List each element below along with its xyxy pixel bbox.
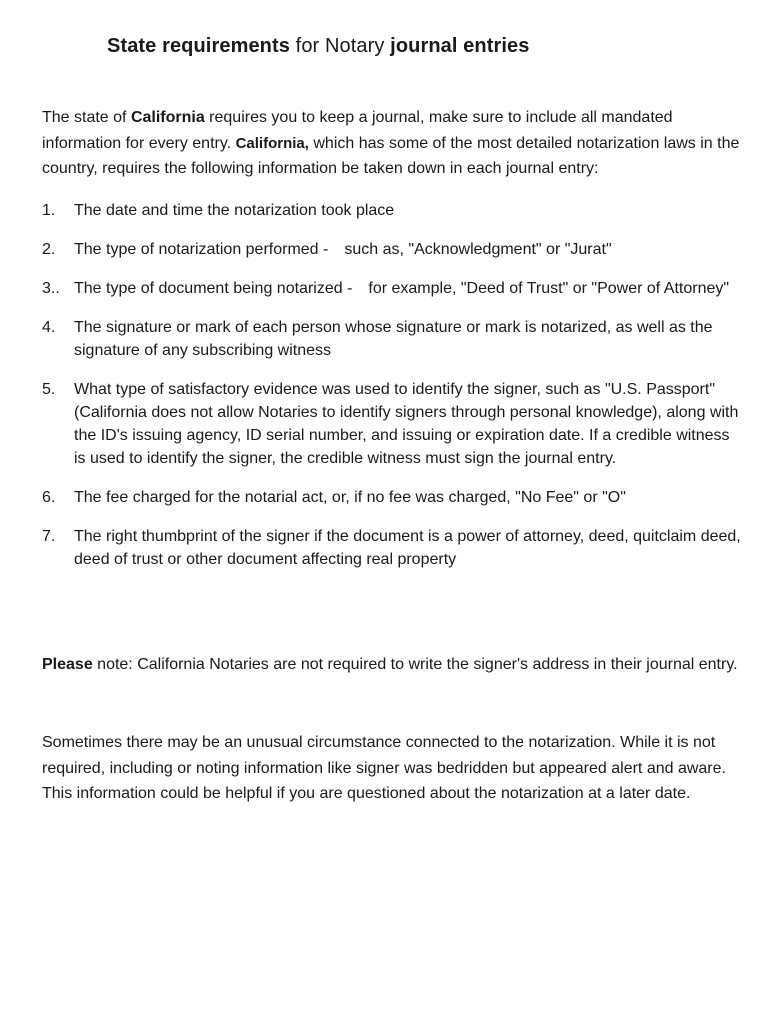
list-item-text: The signature or mark of each person whose signature or mark is notarized, as well as the signature of any subscribing witness [74, 319, 713, 359]
intro-text-1: The state of [42, 109, 131, 126]
list-item-text: The type of notarization performed - [74, 241, 329, 258]
list-item-number: 7. [42, 528, 56, 545]
list-item [42, 316, 742, 362]
list-item-number: 4. [42, 319, 56, 336]
list-item [42, 238, 742, 261]
note-paragraph [42, 652, 752, 678]
page-title [107, 35, 529, 58]
list-item [42, 378, 742, 470]
list-item [42, 199, 742, 222]
list-item-text: The right thumbprint of the signer if the document is a power of attorney, deed, quitclaim deed, deed of trust or other document affecting real property [74, 528, 741, 568]
list-item [42, 525, 742, 571]
intro-text-3: which has some of the most detailed notarization laws in the country, requires the following information be taken down in each journal entry: [42, 134, 740, 177]
intro-state-2: California, [235, 134, 309, 152]
title-part-3: Notary [324, 35, 385, 57]
title-part-2: for [295, 35, 320, 57]
list-item-text: The date and time the notarization took place [74, 202, 395, 219]
note-text: note: California Notaries are not required to write the signer's address in their journal entry. [92, 656, 738, 673]
list-item-text: The type of document being notarized - [74, 280, 353, 297]
closing-text: Sometimes there may be an unusual circumstance connected to the notarization. While it is not required, including or noting information like signer was bedridden but appeared alert and aware. This information could be helpful if you are questioned about the notarization at a later date. [42, 734, 726, 802]
list-item-text-example: for example, "Deed of Trust" or "Power of Attorney" [368, 280, 730, 297]
list-item-text-example: such as, "Acknowledgment" or "Jurat" [344, 241, 612, 258]
list-item [42, 277, 742, 300]
closing-paragraph [42, 730, 757, 807]
list-item [42, 486, 742, 509]
list-item-text: What type of satisfactory evidence was used to identify the signer, such as "U.S. Passport" (California does not allow Notaries to identify signers through personal knowledge), along with the ID's issuing agency, ID serial number, and issuing or expiration date. If a credible witness is used to identify the signer, the credible witness must sign the journal entry. [74, 381, 739, 467]
list-item-number: 2. [42, 241, 56, 258]
title-part-4: journal entries [390, 35, 530, 57]
list-item-number: 1. [42, 202, 56, 219]
title-part-1: State requirements [107, 35, 290, 57]
intro-paragraph [42, 105, 752, 182]
intro-state-1: California [130, 109, 205, 126]
requirements-list [42, 199, 742, 587]
list-item-number: 6. [42, 489, 56, 506]
list-item-number: 5. [42, 381, 56, 398]
intro-text-2: requires you to keep a journal, make sure to include all mandated information for every entry. [42, 109, 673, 152]
list-item-number: 3.. [42, 280, 60, 297]
note-lead: Please [42, 656, 93, 673]
list-item-text: The fee charged for the notarial act, or, if no fee was charged, "No Fee" or "O" [74, 489, 626, 506]
